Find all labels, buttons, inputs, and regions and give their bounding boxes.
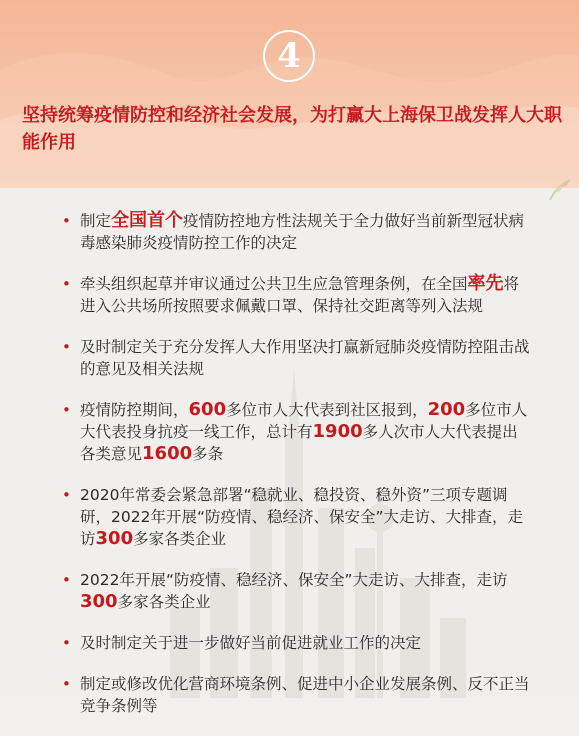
item-text: 及时制定关于进一步做好当前促进就业工作的决定 [80, 634, 422, 652]
item-text: 疫情防控地方性法规关于全力做好当前新型冠状病毒感染肺炎疫情防控工作的决定 [80, 212, 525, 252]
highlight-text: 600 [188, 399, 227, 420]
bullet-icon: • [62, 338, 71, 356]
section-number: 4 [277, 36, 301, 76]
item-text: 牵头组织起草并审议通过公共卫生应急管理条例，在全国 [80, 275, 468, 293]
list-item [60, 273, 530, 317]
item-text: 多人次市人大代表提出各类意见 [80, 423, 518, 463]
list-item [60, 210, 530, 254]
bullet-icon: • [62, 401, 71, 419]
section-headline: 坚持统筹疫情防控和经济社会发展，为打赢大上海保卫战发挥人大职能作用 [22, 105, 562, 153]
item-text: 将进入公共场所按照要求佩戴口罩、保持社交距离等列入法规 [80, 275, 520, 315]
item-text: 制定 [80, 212, 112, 230]
list-item [60, 673, 530, 717]
item-text: 2022年开展“防疫情、稳经济、保安全”大走访、大排查，走访 [80, 571, 508, 589]
item-text: 多条 [192, 445, 224, 463]
item-text: 多家各类企业 [117, 593, 211, 611]
leaf-decoration-icon [545, 175, 575, 205]
list-item [60, 399, 530, 465]
bullet-icon: • [62, 675, 71, 693]
header-banner [0, 0, 579, 188]
bullet-icon: • [62, 571, 71, 589]
item-text: 及时制定关于充分发挥人大作用坚决打赢新冠肺炎疫情防控阻击战的意见及相关法规 [80, 338, 530, 378]
item-text: 疫情防控期间， [80, 401, 189, 419]
highlight-text: 1900 [312, 421, 363, 442]
item-text: 多位市人大代表到社区报到， [226, 401, 428, 419]
item-text: 2020年常委会紧急部署“稳就业、稳投资、稳外资”三项专题调研，2022年开展“防疫情、稳经济、保安全”大走访、大排查，走访 [80, 486, 524, 548]
list-item [60, 569, 530, 613]
list-item [60, 484, 530, 550]
highlight-text: 全国首个 [111, 210, 184, 231]
highlight-text: 300 [95, 528, 134, 549]
bullet-icon: • [62, 634, 71, 652]
item-text: 多家各类企业 [133, 530, 227, 548]
list-item [60, 632, 530, 654]
highlight-text: 率先 [467, 273, 504, 294]
bullet-icon: • [62, 486, 71, 504]
bullet-icon: • [62, 275, 71, 293]
achievement-list [60, 210, 530, 736]
bullet-icon: • [62, 212, 71, 230]
hills-decoration [0, 0, 579, 188]
item-text: 多位市人大代表投身抗疫一线工作，总计有 [80, 401, 528, 441]
highlight-text: 200 [427, 399, 466, 420]
highlight-text: 1600 [142, 443, 193, 464]
list-item [60, 336, 530, 380]
item-text: 制定或修改优化营商环境条例、促进中小企业发展条例、反不正当竞争条例等 [80, 675, 530, 715]
highlight-text: 300 [80, 591, 118, 612]
section-number-badge [263, 30, 315, 82]
